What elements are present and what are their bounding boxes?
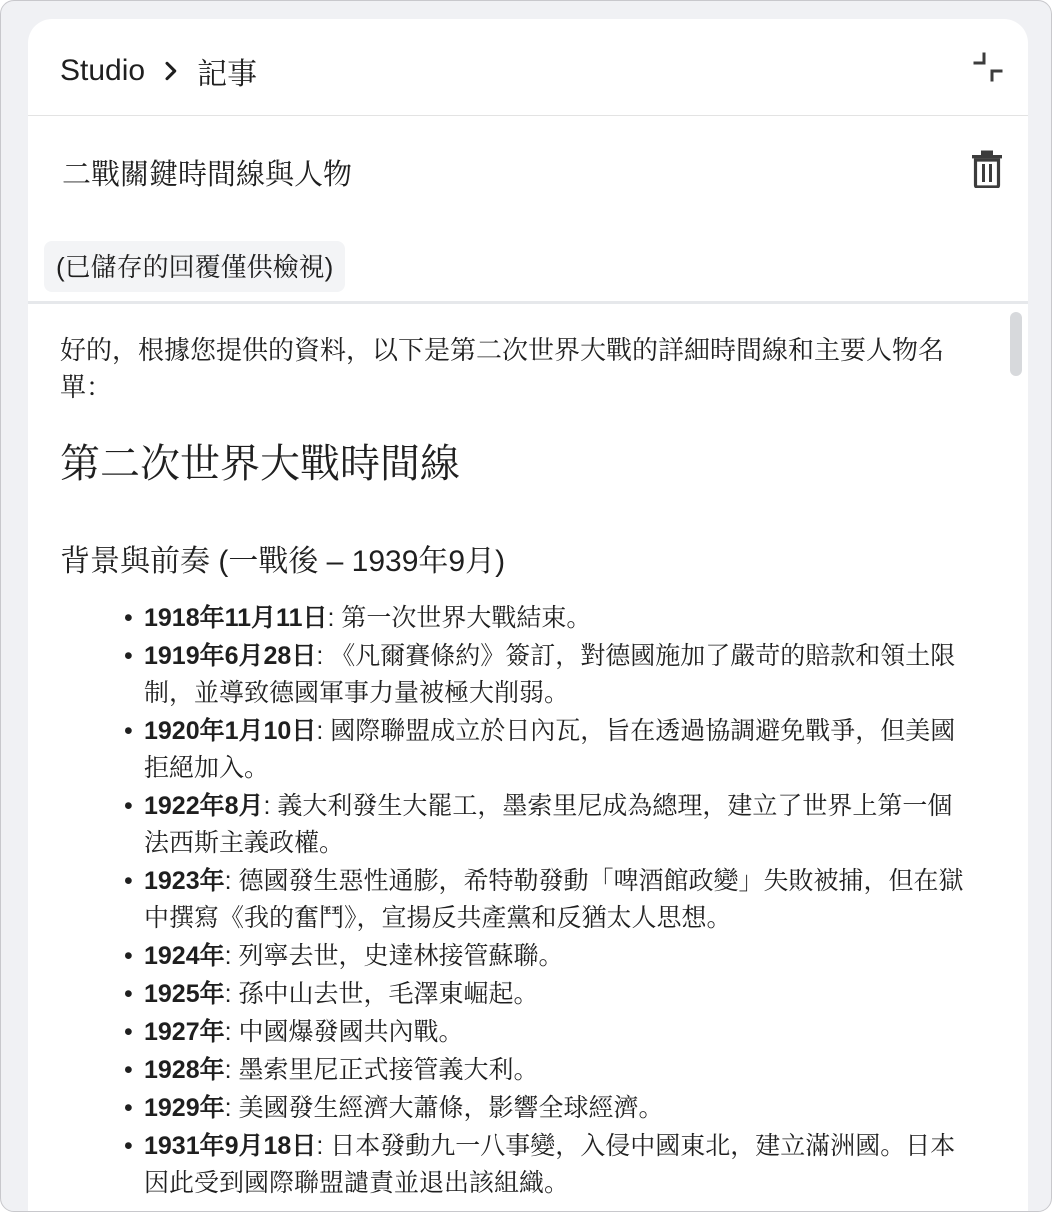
- event-date: 1920年1月10日: [144, 717, 317, 745]
- note-content[interactable]: [28, 304, 1028, 1211]
- event-date: 1928年: [144, 1056, 225, 1084]
- note-title-row: [28, 116, 1028, 226]
- event-text: : 列寧去世，史達林接管蘇聯。: [224, 942, 564, 970]
- trash-icon[interactable]: [970, 150, 1004, 188]
- breadcrumb-current: 記事: [197, 58, 258, 91]
- intro-paragraph: 好的，根據您提供的資料，以下是第二次世界大戰的詳細時間線和主要人物名單：: [60, 335, 945, 402]
- list-item: [124, 713, 974, 787]
- list-item: [124, 1128, 974, 1202]
- event-date: 1927年: [144, 1018, 225, 1046]
- list-item: [124, 1014, 974, 1051]
- collapse-icon[interactable]: [972, 51, 1004, 83]
- list-item: [124, 863, 974, 937]
- chevron-right-icon: [157, 57, 185, 85]
- list-item: [124, 600, 974, 637]
- event-text: : 日本發動九一八事變，入侵中國東北，建立滿洲國。日本因此受到國際聯盟譴責並退出該組織。: [144, 1132, 956, 1197]
- saved-response-badge: (已儲存的回覆僅供檢視): [44, 241, 345, 292]
- list-item: [124, 976, 974, 1013]
- breadcrumb-root[interactable]: Studio: [60, 54, 146, 87]
- event-date: 1922年8月: [144, 792, 264, 820]
- event-text: : 第一次世界大戰結束。: [327, 604, 592, 632]
- event-date: 1919年6月28日: [144, 642, 317, 670]
- event-text: : 孫中山去世，毛澤東崛起。: [224, 980, 539, 1008]
- event-date: 1925年: [144, 980, 225, 1008]
- event-text: : 中國爆發國共內戰。: [224, 1018, 464, 1046]
- event-text: : 德國發生惡性通膨，希特勒發動「啤酒館政變」失敗被捕，但在獄中撰寫《我的奮鬥》，宣揚反共產黨和反猶太人思想。: [144, 867, 964, 932]
- event-date: 1918年11月11日: [144, 604, 328, 632]
- event-text: : 國際聯盟成立於日內瓦，旨在透過協調避免戰爭，但美國拒絕加入。: [144, 717, 956, 782]
- section-heading: 背景與前奏 (一戰後 – 1939年9月): [60, 545, 506, 578]
- event-text: : 墨索里尼正式接管義大利。: [224, 1056, 539, 1084]
- event-date: 1931年9月18日: [144, 1132, 317, 1160]
- list-item: [124, 938, 974, 975]
- event-list: [124, 600, 974, 1203]
- scrollbar-thumb[interactable]: [1010, 312, 1022, 376]
- event-text: : 義大利發生大罷工，墨索里尼成為總理，建立了世界上第一個法西斯主義政權。: [144, 792, 953, 857]
- list-item: [124, 1090, 974, 1127]
- note-panel: [28, 19, 1028, 1211]
- list-item: [124, 788, 974, 862]
- event-date: 1923年: [144, 867, 225, 895]
- event-text: : 《凡爾賽條約》簽訂，對德國施加了嚴苛的賠款和領土限制，並導致德國軍事力量被極大削弱。: [144, 642, 956, 707]
- list-item: [124, 1052, 974, 1089]
- list-item: [124, 638, 974, 712]
- event-date: 1929年: [144, 1094, 225, 1122]
- event-text: : 美國發生經濟大蕭條，影響全球經濟。: [224, 1094, 664, 1122]
- panel-header: [28, 19, 1028, 116]
- timeline-heading: 第二次世界大戰時間線: [60, 442, 460, 486]
- note-title: 二戰關鍵時間線與人物: [62, 159, 353, 191]
- breadcrumb: [60, 49, 257, 93]
- event-date: 1924年: [144, 942, 225, 970]
